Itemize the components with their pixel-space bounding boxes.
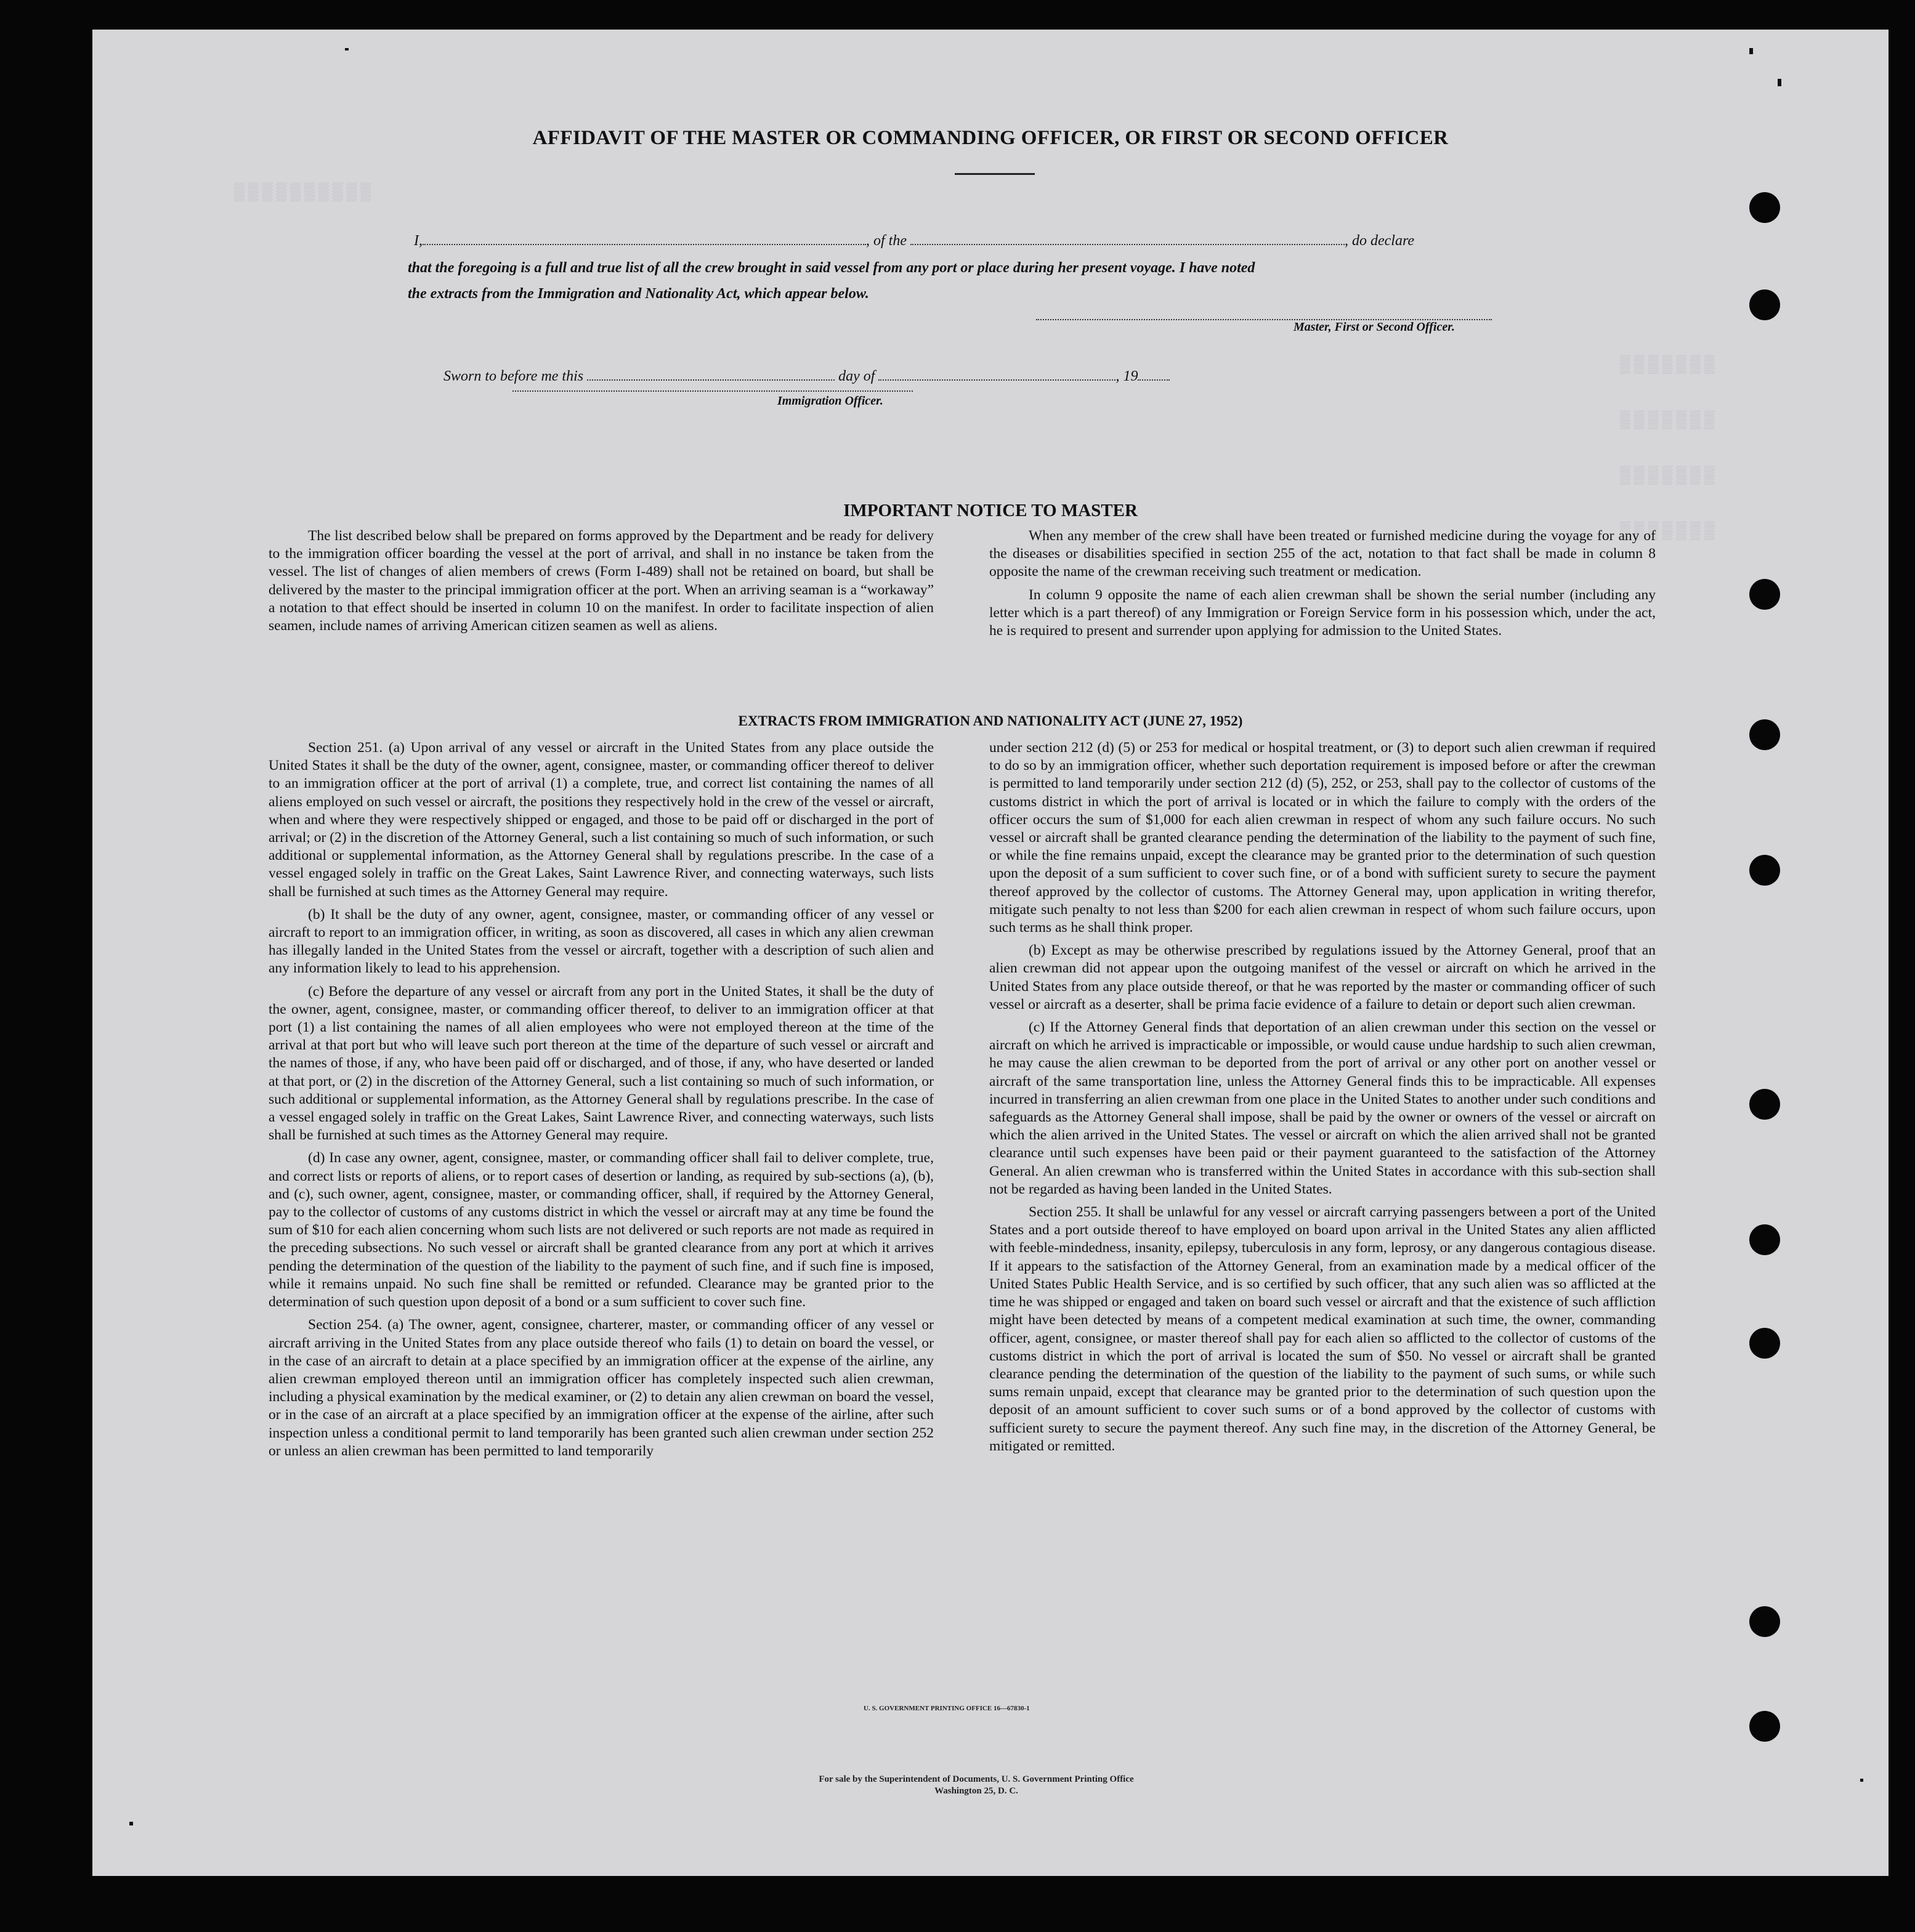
of-the-label: , of the: [866, 233, 907, 249]
printing-office-imprint: U. S. GOVERNMENT PRINTING OFFICE 16—67830-1: [864, 1705, 1030, 1712]
name-blank[interactable]: [423, 233, 866, 245]
sale-line-2: Washington 25, D. C.: [934, 1786, 1018, 1796]
notice-right-paragraph-2: In column 9 opposite the name of each alien crewman shall be shown the serial number (including any letter which is a part thereof) of any Immigration or Foreign Service form in his possession which, under the act, he is required to present and surrender upon applying for admission to the United States.: [989, 586, 1656, 639]
notice-left-column: [269, 527, 934, 640]
title-rule: [955, 173, 1035, 175]
punch-hole: [1749, 1711, 1780, 1742]
declaration-line-2: the extracts from the Immigration and Nationality Act, which appear below.: [408, 286, 869, 302]
bleed-through: ▒▒▒▒▒▒▒: [1620, 467, 1719, 486]
notice-title: IMPORTANT NOTICE TO MASTER: [843, 501, 1138, 520]
extract-paragraph: (d) In case any owner, agent, consignee, master, or commanding officer shall fail to deliver complete, true, and correct lists or reports of aliens, or to report cases of desertion or landing, as required by sub-sections (a), (b), and (c), such owner, agent, consignee, master, or commanding officer, shall, if required by the Attorney General, pay to the collector of customs of any customs district in which the vessel or aircraft may at any time be found the sum of $10 for each alien concerning whom such lists are not delivered or such reports are not made as required in the preceding subsections. No such vessel or aircraft shall be granted clearance from any port at which it arrives pending the determination of the question of the liability to the payment of such fine, and if such fine is imposed, while it remains unpaid. No such fine shall be remitted or refunded. Clearance may be granted prior to the determination of such question upon deposit of a bond or a sum sufficient to cover such fine.: [269, 1150, 934, 1311]
i-label: I,: [414, 233, 423, 249]
scan-speck: [1749, 48, 1753, 54]
notice-right-paragraph-1: When any member of the crew shall have been treated or furnished medicine during the voyage for any of the diseases or disabilities specified in section 255 of the act, notation to that fact shall be made in column 8 opposite the name of the crewman receiving such treatment or medication.: [989, 528, 1656, 580]
sale-notice: [92, 1774, 1860, 1797]
punch-hole: [1749, 579, 1780, 610]
master-signature-label: Master, First or Second Officer.: [1294, 320, 1455, 334]
extract-paragraph: (c) Before the departure of any vessel or aircraft from any port in the United States, it shall be the duty of the owner, agent, consignee, master, or commanding officer thereof, to deliver to an immigration officer at that port (1) a list containing the names of all alien employees who were not employed thereon at the time of the arrival at that port but who will leave such port thereon at the time of the departure of such vessel or aircraft and the names of those, if any, who have been paid off or discharged, and of those, if any, who have deserted or landed at that port, or (2) in the discretion of the Attorney General, such a list containing so much of such information, or such additional or supplemental information, as the Attorney General shall by regulations prescribe. In the case of a vessel engaged solely in traffic on the Great Lakes, Saint Lawrence River, and connecting waterways, such lists shall be furnished at such times as the Attorney General may require.: [269, 983, 934, 1144]
punch-hole: [1749, 1224, 1780, 1255]
punch-hole: [1749, 855, 1780, 886]
bleed-through: ▒▒▒▒▒▒▒: [1620, 356, 1719, 375]
extract-paragraph: Section 255. It shall be unlawful for any vessel or aircraft carrying passengers between a port of the United States and a port outside thereof to have employed on board upon arrival in the United States any alien afflicted with feeble-mindedness, insanity, epilepsy, tuberculosis in any form, leprosy, or any dangerous contagious disease. If it appears to the satisfaction of the Attorney General, from an examination made by a medical officer of the United States Public Health Service, and is so certified by such officer, that any such alien was so afflicted at the time he was shipped or engaged and taken on board such vessel or aircraft and that the existence of such affliction might have been detected by means of a competent medical examination at such time, the owner, commanding officer, agent, consignee, or master thereof shall pay for each alien so afflicted to the collector of customs of the customs district in which the port of arrival is located the sum of $50. No vessel or aircraft shall be granted clearance pending the determination of the question of the liability to the payment of such sums, or while such sums remain unpaid, except that clearance may be granted prior to the determination of such question upon the deposit of an amount sufficient to cover such sums or of a bond approved by the collector of customs with sufficient surety to secure the payment thereof. Any such fine may, in the discretion of the Attorney General, be mitigated or remitted.: [989, 1204, 1656, 1454]
vessel-blank[interactable]: [910, 233, 1345, 245]
sale-line-1: For sale by the Superintendent of Documents, U. S. Government Printing Office: [819, 1774, 1134, 1784]
notice-left-paragraph: The list described below shall be prepared on forms approved by the Department and be ready for delivery to the immigration officer boarding the vessel at the port of arrival, and shall in no instance be taken from the vessel. The list of changes of alien members of crews (Form I-489) shall not be retained on board, but shall be delivered by the master to the principal immigration officer at the port. When an arriving seaman is a “workaway” a notation to that effect should be inserted in column 10 on the manifest. In order to facilitate inspection of alien seamen, include names of arriving American citizen seamen as well as aliens.: [269, 528, 934, 634]
extract-paragraph: (b) Except as may be otherwise prescribed by regulations issued by the Attorney General, proof that an alien crewman did not appear upon the outgoing manifest of the vessel or aircraft on which he arrived in the United States from any place outside thereof, or that he was reported by the master or commanding officer of such vessel or aircraft as a deserter, shall be prima facie evidence of a failure to detain or deport such alien crewman.: [989, 942, 1656, 1012]
punch-hole: [1749, 1089, 1780, 1120]
declaration-line-1: that the foregoing is a full and true list of all the crew brought in said vessel from any port or place during her present voyage. I have noted: [408, 260, 1255, 276]
month-blank[interactable]: [878, 368, 1115, 381]
officer-signature-line[interactable]: [512, 390, 913, 392]
punch-hole: [1749, 289, 1780, 320]
declaration-fill-line: [414, 233, 1414, 249]
scan-speck: [1860, 1779, 1863, 1782]
scan-speck: [129, 1822, 133, 1825]
form-page: [92, 30, 1889, 1876]
notice-right-column: [989, 527, 1656, 645]
scan-speck: [345, 48, 349, 51]
affidavit-title: AFFIDAVIT OF THE MASTER OR COMMANDING OFFICER, OR FIRST OR SECOND OFFICER: [532, 127, 1449, 149]
scan-speck: [1778, 79, 1781, 86]
extract-paragraph: under section 212 (d) (5) or 253 for medical or hospital treatment, or (3) to deport such alien crewman if required to do so by an immigration officer, whether such deportation requirement is imposed before or after the crewman is permitted to land temporarily under section 212 (d) (5), 252, or 253, shall pay to the collector of customs of the customs district in which the port of arrival is located or in which the failure to comply with the orders of the officer occurs the sum of $1,000 for each alien crewman in respect of whom any such failure occurs. No such vessel or aircraft shall be granted clearance pending the determination of the liability to the payment of such fine, or while the fine remains unpaid, except the clearance may be granted prior to the determination of such question upon the deposit of a sum sufficient to cover such fine, or of a bond with sufficient surety to secure the payment thereof approved by the collector of customs. The Attorney General may, upon application in writing therefor, mitigate such penalty to not less than $200 for each alien crewman in respect of whom such failure occurs, upon such terms as he shall think proper.: [989, 740, 1656, 936]
bleed-through: ▒▒▒▒▒▒▒: [1620, 411, 1719, 430]
day-blank[interactable]: [587, 368, 835, 381]
sworn-line: [443, 368, 1170, 385]
officer-signature-label: Immigration Officer.: [777, 394, 883, 408]
extracts-right-column: [989, 739, 1656, 1460]
bleed-through: ▒▒▒▒▒▒▒: [1620, 522, 1719, 541]
punch-hole: [1749, 192, 1780, 223]
extract-paragraph: Section 251. (a) Upon arrival of any vessel or aircraft in the United States from any place outside the United States it shall be the duty of the owner, agent, consignee, master, or commanding officer thereof to deliver to an immigration officer at the port of arrival (1) a complete, true, and correct list containing the names of all aliens employed on such vessel or aircraft, the positions they respectively hold in the crew of the vessel or aircraft, when and where they were respectively shipped or engaged, and those to be paid off or discharged in the port of arrival; or (2) in the discretion of the Attorney General, such a list containing so much of such information, or such additional or supplemental information, as the Attorney General shall by regulations prescribe. In the case of a vessel engaged solely in traffic on the Great Lakes, Saint Lawrence River, and connecting waterways, such lists shall be furnished at such times as the Attorney General may require.: [269, 740, 934, 900]
year-blank[interactable]: [1138, 368, 1170, 381]
do-declare-label: , do declare: [1345, 233, 1415, 249]
punch-hole: [1749, 719, 1780, 750]
sworn-label: Sworn to before me this: [443, 368, 584, 384]
extracts-left-column: [269, 739, 934, 1465]
bleed-through: ▒▒▒▒▒▒▒▒▒▒: [234, 184, 375, 203]
punch-hole: [1749, 1328, 1780, 1359]
year-label: , 19: [1115, 368, 1138, 384]
extract-paragraph: (b) It shall be the duty of any owner, agent, consignee, master, or commanding officer of any vessel or aircraft to report to an immigration officer, in writing, as soon as discovered, all cases in which any alien crewman has illegally landed in the United States from the vessel or aircraft, together with a description of such alien and any information likely to lead to his apprehension.: [269, 906, 934, 977]
extracts-title: EXTRACTS FROM IMMIGRATION AND NATIONALITY ACT (JUNE 27, 1952): [738, 713, 1243, 729]
day-of-label: day of: [838, 368, 875, 384]
punch-hole: [1749, 1606, 1780, 1637]
extract-paragraph: Section 254. (a) The owner, agent, consignee, charterer, master, or commanding officer of any vessel or aircraft arriving in the United States from any place outside thereof who fails (1) to detain on board the vessel, or in the case of an aircraft to detain at a place specified by an immigration officer at the expense of the airline, any alien crewman employed thereon until an immigration officer has completely inspected such alien crewman, including a physical examination by the medical examiner, or (2) to detain any alien crewman on board the vessel, or in the case of an aircraft at a place specified by an immigration officer at the expense of the airline, after such inspection unless a conditional permit to land temporarily has been granted such alien crewman under section 252 or unless an alien crewman has been permitted to land temporarily: [269, 1317, 934, 1459]
extract-paragraph: (c) If the Attorney General finds that deportation of an alien crewman under this section on the vessel or aircraft on which he arrived is impracticable or impossible, or would cause undue hardship to such alien crewman, he may cause the alien crewman to be deported from the port of arrival or any other port on another vessel or aircraft of the same transportation line, unless the Attorney General finds this to be impracticable. All expenses incurred in transferring an alien crewman from one place in the United States to another under such conditions and safeguards as the Attorney General shall impose, shall be paid by the owner or owners of the vessel or aircraft on which the alien arrived in the United States. The vessel or aircraft on which the alien arrived shall not be granted clearance until such expenses have been paid or their payment guaranteed to the satisfaction of the Attorney General. An alien crewman who is transferred within the United States in accordance with this sub-section shall not be regarded as having been landed in the United States.: [989, 1019, 1656, 1197]
